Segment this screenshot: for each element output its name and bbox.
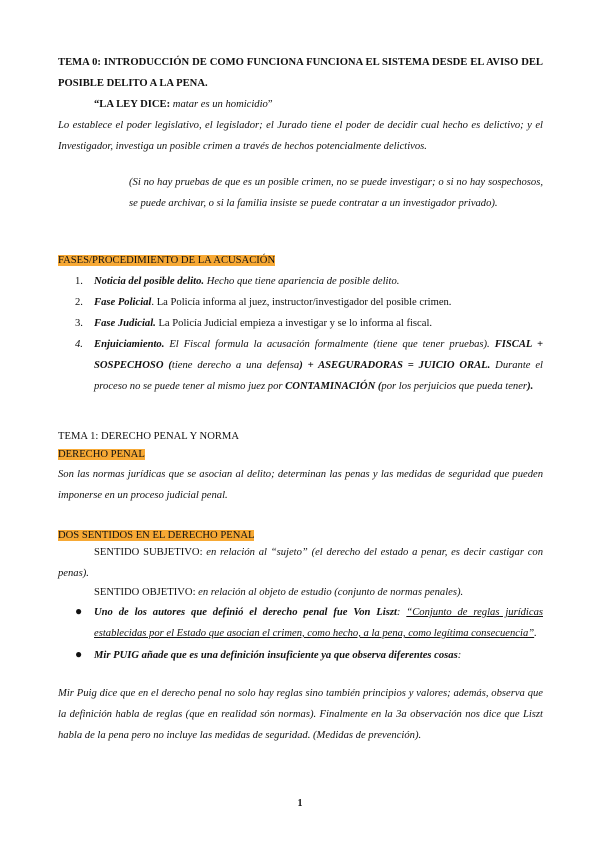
fases-heading-line	[58, 250, 543, 271]
item-text: La Policía Judicial empieza a investigar y se lo informa al fiscal.	[155, 318, 433, 329]
list-item	[58, 292, 543, 313]
item-text: . La Policía informa al juez, instructor/investigador del posible crimen.	[151, 297, 452, 308]
derecho-penal-heading: DERECHO PENAL	[58, 449, 145, 460]
page-number: 1	[297, 798, 303, 809]
item-text: tiene derecho a una defensa	[171, 360, 300, 371]
tema0-intro: Lo establece el poder legislativo, el legislador; el Jurado tiene el poder de decidir cual hecho es delictivo; y el Investigador, investiga un posible crimen a través de hechos potencialmente delictivos.	[58, 120, 543, 152]
list-number: 3.	[75, 318, 83, 329]
list-item	[58, 313, 543, 334]
fases-list	[58, 271, 543, 397]
tema0-title: TEMA 0: INTRODUCCIÓN DE COMO FUNCIONA FUNCIONA EL SISTEMA DESDE EL AVISO DEL POSIBLE DELITO A LA PENA.	[58, 57, 543, 89]
ley-dice-label: “LA LEY DICE:	[94, 99, 171, 110]
item-bold: ) + ASEGURADORAS = JUICIO ORAL.	[299, 360, 491, 371]
sentido-subjetivo	[58, 542, 543, 584]
ley-dice-line	[58, 94, 543, 115]
sentido-subjetivo-label: SENTIDO SUBJETIVO:	[94, 547, 203, 558]
tema1-title: TEMA 1: DERECHO PENAL Y NORMA	[58, 431, 239, 442]
item-bold: ).	[527, 381, 534, 392]
sentido-objetivo-text: en relación al objeto de estudio (conjunto de normas penales).	[195, 587, 464, 598]
list-number: 1.	[75, 276, 83, 287]
derecho-penal-heading-line	[58, 444, 543, 465]
item-text: Hecho que tiene apariencia de posible delito.	[204, 276, 400, 287]
item-bold: FISCAL + SOSPECHOSO (	[94, 339, 543, 371]
mir-puig-paragraph: Mir Puig dice que en el derecho penal no solo hay reglas sino también principios y valores; además, observa que la definición habla de reglas (que en realidad són normas). Finalmente en la 3a observación nos dice que Liszt habla de la pena pero no incluye las medidas de seguridad. (Medidas de prevención).	[58, 688, 543, 741]
mir-puig-intro: Mir PUIG añade que es una definición insuficiente ya que observa diferentes cosas	[94, 650, 458, 661]
item-title: Enjuiciamiento.	[94, 339, 165, 350]
sentidos-heading: DOS SENTIDOS EN EL DERECHO PENAL	[58, 530, 255, 541]
item-title: Fase Judicial.	[94, 318, 156, 329]
list-item	[58, 334, 543, 397]
ley-dice-text: matar es un homicidio	[172, 99, 268, 110]
sentido-objetivo	[58, 582, 543, 603]
tema0-note: (Si no hay pruebas de que es un posible crimen, no se puede investigar; o si no hay sospechosos, se puede archivar, o si la familia insiste se puede contratar a un investigador privado).	[129, 177, 543, 209]
liszt-intro: Uno de los autores que definió el derecho penal fue Von Liszt	[94, 607, 397, 618]
list-item	[58, 645, 543, 666]
item-text: por los perjuicios que pueda tener	[381, 381, 528, 392]
list-item	[58, 602, 543, 644]
list-number: 2.	[75, 297, 83, 308]
item-title: Noticia del posible delito.	[94, 276, 205, 287]
bullet-icon: ●	[75, 604, 83, 618]
mir-puig-end: :	[457, 650, 462, 661]
ley-dice-close: ”	[267, 99, 273, 110]
bullet-icon: ●	[75, 647, 83, 661]
liszt-colon: :	[396, 607, 407, 618]
item-text: Durante el proceso no se puede tener al mismo juez por	[94, 360, 543, 392]
sentido-subjetivo-text: en relación al “sujeto” (el derecho del estado a penar, es decir castigar con penas).	[58, 547, 543, 579]
sentido-objetivo-label: SENTIDO OBJETIVO:	[94, 587, 196, 598]
item-bold: CONTAMINACIÓN (	[285, 381, 382, 392]
item-text: El Fiscal formula la acusación formalmente (tiene que tener pruebas).	[164, 339, 490, 350]
fases-heading: FASES/PROCEDIMIENTO DE LA ACUSACIÓN	[58, 255, 276, 266]
list-item	[58, 271, 543, 292]
list-number: 4.	[75, 339, 83, 350]
liszt-end: .	[534, 628, 537, 639]
item-title: Fase Policial	[94, 297, 152, 308]
autores-list	[58, 602, 543, 666]
derecho-penal-definition: Son las normas jurídicas que se asocian al delito; determinan las penas y las medidas de seguridad que pueden imponerse en un proceso judicial penal.	[58, 469, 543, 501]
liszt-quote: “Conjunto de reglas jurídicas establecidas por el Estado que asocian el crimen, como hecho, a la pena, como legítima consecuencia”	[94, 607, 543, 639]
